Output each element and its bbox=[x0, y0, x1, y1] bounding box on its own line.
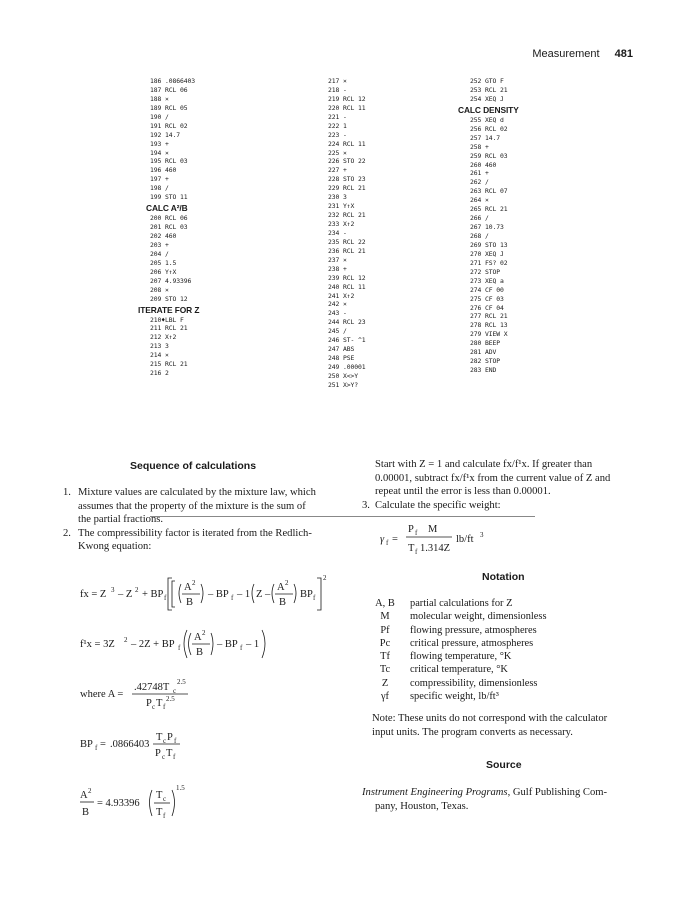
equation-gamma bbox=[380, 518, 540, 560]
program-step: 264 × bbox=[470, 196, 489, 205]
svg-text:P: P bbox=[167, 732, 173, 743]
program-step: 205 1.5 bbox=[150, 258, 177, 267]
svg-text:T: T bbox=[156, 732, 163, 743]
notation-heading: Notation bbox=[482, 571, 525, 583]
program-step: 248 PSE bbox=[328, 354, 355, 363]
program-step: 243 - bbox=[328, 309, 347, 318]
program-step: 186 .0866403 bbox=[150, 77, 195, 85]
text-line: input units. The program converts as necessary. bbox=[372, 726, 573, 738]
item-1-text bbox=[78, 486, 316, 527]
fprime-lhs: f¹x = 3Z bbox=[80, 639, 115, 650]
svg-text:f: f bbox=[95, 744, 98, 752]
program-step: 197 + bbox=[150, 175, 169, 184]
program-step: 282 STOP bbox=[470, 357, 500, 366]
listing-subheading: ITERATE FOR Z bbox=[138, 304, 200, 315]
program-step: 226 STO 22 bbox=[328, 157, 366, 166]
program-step: 260 460 bbox=[470, 160, 497, 169]
a2b-constant: = 4.93396 bbox=[97, 798, 140, 809]
program-step: 232 RCL 21 bbox=[328, 211, 366, 220]
program-step: 261 + bbox=[470, 169, 489, 178]
program-step: 274 CF 00 bbox=[470, 285, 504, 294]
svg-text:– 2Z + BP: – 2Z + BP bbox=[131, 639, 175, 650]
program-step: 238 + bbox=[328, 264, 347, 273]
source-publisher: , Gulf Publishing Com- bbox=[507, 787, 608, 798]
svg-text:Z –: Z – bbox=[256, 589, 271, 600]
gamma-units: lb/ft bbox=[456, 534, 474, 545]
notation-description: partial calculations for Z bbox=[410, 598, 513, 609]
program-step: 255 XEQ d bbox=[470, 115, 504, 124]
program-step: 219 RCL 12 bbox=[328, 94, 366, 103]
program-step: 249 .00001 bbox=[328, 363, 366, 371]
program-step: 223 - bbox=[328, 130, 347, 139]
source-paragraph bbox=[362, 786, 672, 813]
svg-text:2: 2 bbox=[202, 629, 206, 637]
program-step: 239 RCL 12 bbox=[328, 273, 366, 282]
program-step: 276 CF 04 bbox=[470, 303, 504, 312]
equation-a bbox=[80, 678, 188, 711]
equations bbox=[80, 570, 350, 790]
program-step: 256 RCL 02 bbox=[470, 124, 508, 133]
notation-description: critical temperature, °K bbox=[410, 664, 508, 676]
program-step: 252 GTO F bbox=[470, 77, 504, 85]
notation-row bbox=[360, 625, 547, 638]
svg-text:A: A bbox=[277, 582, 285, 593]
source-line-2: pany, Houston, Texas. bbox=[375, 800, 469, 812]
svg-text:f: f bbox=[173, 753, 176, 761]
svg-text:B: B bbox=[196, 647, 204, 658]
svg-text:B: B bbox=[279, 597, 287, 608]
source-title: Instrument Engineering Programs bbox=[362, 787, 508, 798]
svg-text:f: f bbox=[415, 548, 418, 556]
svg-text:A: A bbox=[184, 582, 192, 593]
equation-a2b bbox=[80, 784, 280, 824]
program-step: 247 ABS bbox=[328, 345, 355, 354]
program-step: 242 × bbox=[328, 300, 347, 309]
program-step: 209 STO 12 bbox=[150, 294, 188, 303]
equation-bpf bbox=[80, 732, 180, 761]
svg-text:P: P bbox=[155, 748, 161, 759]
program-step: 196 460 bbox=[150, 166, 177, 175]
svg-text:f: f bbox=[164, 594, 167, 602]
program-step: 266 / bbox=[470, 214, 489, 223]
svg-text:3: 3 bbox=[111, 586, 115, 594]
bpf-constant: .0866403 bbox=[110, 739, 150, 750]
program-step: 215 RCL 21 bbox=[150, 360, 188, 369]
program-step: 225 × bbox=[328, 148, 347, 157]
listing-subheading: CALC DENSITY bbox=[458, 104, 519, 115]
svg-text:B: B bbox=[186, 597, 194, 608]
svg-text:T: T bbox=[156, 807, 163, 818]
svg-text:2: 2 bbox=[323, 574, 327, 582]
item-2-text bbox=[78, 527, 312, 554]
svg-text:f: f bbox=[163, 812, 166, 820]
svg-text:– BP: – BP bbox=[208, 589, 229, 600]
fx-lhs: fx = Z bbox=[80, 589, 107, 600]
svg-text:f: f bbox=[415, 529, 418, 537]
gamma-numerator-m: M bbox=[428, 524, 438, 535]
svg-text:A: A bbox=[80, 790, 88, 801]
svg-text:B: B bbox=[82, 807, 90, 818]
program-step: 206 Y↑X bbox=[150, 267, 177, 276]
program-step: 212 X↑2 bbox=[150, 333, 177, 342]
program-step: 222 1 bbox=[328, 121, 347, 130]
program-step: 211 RCL 21 bbox=[150, 324, 188, 333]
program-step: 208 × bbox=[150, 285, 169, 294]
sequence-item-2 bbox=[63, 527, 353, 554]
program-step: 235 RCL 22 bbox=[328, 237, 366, 246]
notation-symbol: M bbox=[380, 611, 390, 623]
svg-text:2: 2 bbox=[88, 787, 92, 795]
page-number: 481 bbox=[614, 48, 633, 60]
running-header bbox=[532, 48, 633, 60]
svg-text:– BP: – BP bbox=[217, 639, 238, 650]
svg-text:2: 2 bbox=[192, 579, 196, 587]
text-line: repeat until the error is less than 0.00001. bbox=[375, 486, 551, 498]
gamma-denominator-z: 1.314Z bbox=[420, 543, 451, 554]
svg-text:1.5: 1.5 bbox=[176, 784, 185, 792]
notation-row bbox=[360, 651, 547, 664]
program-step: 281 ADV bbox=[470, 348, 497, 357]
svg-text:– 1: – 1 bbox=[246, 639, 260, 650]
svg-text:2.5: 2.5 bbox=[177, 678, 186, 686]
program-step: 233 X↑2 bbox=[328, 220, 355, 228]
program-step: 227 + bbox=[328, 166, 347, 175]
text-line: The compressibility factor is iterated from the Redlich- bbox=[78, 527, 312, 539]
program-step: 246 ST- ^1 bbox=[328, 336, 366, 345]
equation-fx bbox=[80, 574, 327, 610]
svg-text:c: c bbox=[163, 795, 167, 803]
svg-text:– Z: – Z bbox=[118, 589, 133, 600]
svg-text:2: 2 bbox=[285, 579, 289, 587]
bpf-lhs: BP bbox=[80, 739, 93, 750]
svg-text:f: f bbox=[174, 737, 177, 745]
svg-text:f: f bbox=[386, 539, 389, 547]
svg-text:=: = bbox=[392, 534, 398, 545]
source-line-1 bbox=[362, 786, 672, 800]
svg-text:A: A bbox=[194, 632, 202, 643]
text-line: the partial fractions. bbox=[78, 514, 164, 526]
program-step: 201 RCL 03 bbox=[150, 223, 188, 232]
program-step: 192 14.7 bbox=[150, 130, 180, 139]
program-step: 265 RCL 21 bbox=[470, 205, 508, 214]
notation-row bbox=[360, 664, 547, 677]
notation-description: critical pressure, atmospheres bbox=[410, 637, 534, 649]
notation-row bbox=[360, 611, 547, 624]
program-step: 280 BEEP bbox=[470, 339, 500, 348]
program-step: 254 XEQ J bbox=[470, 94, 504, 103]
program-step: 271 FS? 02 bbox=[470, 258, 508, 267]
notation-description: specific weight, lb/ft³ bbox=[410, 691, 499, 703]
iteration-paragraph bbox=[375, 458, 675, 499]
text-line: assumes that the property of the mixture is the sum of bbox=[78, 500, 306, 512]
gamma-numerator: P bbox=[408, 524, 414, 535]
program-step: 202 460 bbox=[150, 232, 177, 240]
header-title: Measurement bbox=[532, 48, 600, 60]
item-number: 1. bbox=[63, 487, 71, 498]
program-step: 231 Y↑X bbox=[328, 202, 355, 211]
sequence-item-3 bbox=[362, 499, 662, 513]
program-step: 263 RCL 07 bbox=[470, 187, 508, 196]
listing-column-2 bbox=[328, 77, 365, 390]
program-step: 203 + bbox=[150, 240, 169, 249]
sequence-heading: Sequence of calculations bbox=[130, 460, 257, 472]
text-line: Note: These units do not correspond with the calculator bbox=[372, 713, 608, 724]
notation-row bbox=[360, 691, 547, 704]
listing-column-1 bbox=[138, 77, 200, 378]
program-step: 214 × bbox=[150, 351, 169, 360]
sequence-list bbox=[63, 486, 353, 554]
program-step: 278 RCL 13 bbox=[470, 321, 508, 330]
svg-text:f: f bbox=[231, 594, 234, 602]
svg-text:γ: γ bbox=[380, 534, 385, 545]
notation-description: flowing temperature, °K bbox=[410, 651, 512, 663]
program-step: 267 10.73 bbox=[470, 223, 504, 232]
program-step: 218 - bbox=[328, 85, 347, 94]
notation-row bbox=[360, 638, 547, 651]
program-step: 220 RCL 11 bbox=[328, 103, 366, 112]
svg-text:2: 2 bbox=[135, 586, 139, 594]
svg-text:2: 2 bbox=[124, 636, 128, 644]
program-step: 259 RCL 03 bbox=[470, 151, 508, 160]
program-step: 244 RCL 23 bbox=[328, 318, 366, 327]
svg-text:c: c bbox=[163, 737, 167, 745]
text-line: Mixture values are calculated by the mixture law, which bbox=[78, 487, 316, 498]
item-number: 3. bbox=[362, 500, 370, 511]
svg-text:T: T bbox=[166, 748, 173, 759]
program-step: 187 RCL 06 bbox=[150, 85, 188, 94]
program-step: 258 + bbox=[470, 142, 489, 151]
svg-text:+ BP: + BP bbox=[142, 589, 164, 600]
program-step: 190 / bbox=[150, 112, 169, 121]
svg-text:2.5: 2.5 bbox=[166, 695, 175, 703]
program-step: 241 X↑2 bbox=[328, 291, 355, 300]
program-step: 191 RCL 02 bbox=[150, 121, 188, 130]
svg-text:f: f bbox=[240, 644, 243, 652]
program-step: 221 - bbox=[328, 112, 347, 121]
notation-description: molecular weight, dimensionless bbox=[410, 611, 547, 623]
program-step: 193 + bbox=[150, 139, 169, 148]
a-denominator: P bbox=[146, 698, 152, 709]
program-step: 283 END bbox=[470, 366, 497, 375]
svg-text:BP: BP bbox=[300, 589, 313, 600]
svg-text:c: c bbox=[162, 753, 166, 761]
program-step: 275 CF 03 bbox=[470, 294, 504, 303]
svg-text:f: f bbox=[313, 594, 316, 602]
notation-description: compressibility, dimensionless bbox=[410, 677, 538, 689]
program-step: 251 X>Y? bbox=[328, 380, 358, 389]
program-step: 210♦LBL F bbox=[150, 315, 184, 324]
source-heading: Source bbox=[486, 759, 522, 771]
text-line: 0.00001, subtract fx/f¹x from the current value of Z and bbox=[375, 472, 611, 484]
svg-text:T: T bbox=[156, 698, 163, 709]
program-step: 269 STO 13 bbox=[470, 240, 508, 249]
listing-column-3 bbox=[458, 77, 519, 375]
notation-row bbox=[360, 598, 547, 611]
notation-symbol: A, B bbox=[375, 598, 395, 609]
svg-text:3: 3 bbox=[480, 531, 484, 539]
program-step: 194 × bbox=[150, 148, 169, 157]
notation-symbol: Pc bbox=[379, 637, 391, 649]
program-listing bbox=[138, 77, 535, 447]
text-line: Kwong equation: bbox=[78, 541, 152, 553]
svg-text:c: c bbox=[173, 687, 177, 695]
item-number: 2. bbox=[63, 527, 71, 539]
notation-list bbox=[360, 598, 547, 704]
program-step: 250 X<>Y bbox=[328, 371, 358, 380]
svg-text:f: f bbox=[178, 644, 181, 652]
gamma-denominator: T bbox=[408, 543, 415, 554]
notation-symbol: γf bbox=[380, 691, 390, 703]
equation-fprime bbox=[80, 629, 265, 658]
program-step: 277 RCL 21 bbox=[470, 312, 508, 321]
notation-symbol: Pf bbox=[380, 624, 390, 636]
where-lhs: where A = bbox=[80, 689, 124, 700]
program-step: 262 / bbox=[470, 178, 489, 187]
program-step: 213 3 bbox=[150, 342, 169, 351]
program-step: 268 / bbox=[470, 232, 489, 240]
program-step: 273 XEQ a bbox=[470, 276, 504, 285]
program-step: 236 RCL 21 bbox=[328, 246, 366, 255]
svg-text:T: T bbox=[156, 790, 163, 801]
program-step: 217 × bbox=[328, 77, 347, 85]
item-3-text: Calculate the specific weight: bbox=[375, 500, 501, 511]
svg-text:=: = bbox=[100, 739, 106, 750]
program-step: 200 RCL 06 bbox=[150, 214, 188, 223]
program-step: 224 RCL 11 bbox=[328, 139, 366, 148]
notation-symbol: Tc bbox=[379, 664, 391, 676]
program-step: 245 / bbox=[328, 327, 347, 336]
svg-text:– 1: – 1 bbox=[237, 589, 251, 600]
svg-text:f: f bbox=[163, 703, 166, 711]
program-step: 207 4.93396 bbox=[150, 276, 192, 285]
program-step: 253 RCL 21 bbox=[470, 85, 508, 94]
program-step: 199 STO 11 bbox=[150, 193, 188, 202]
sequence-item-1 bbox=[63, 486, 353, 527]
program-step: 234 - bbox=[328, 228, 347, 237]
program-step: 228 STO 23 bbox=[328, 175, 366, 184]
program-step: 229 RCL 21 bbox=[328, 184, 366, 193]
program-step: 188 × bbox=[150, 94, 169, 103]
program-step: 240 RCL 11 bbox=[328, 282, 366, 291]
program-step: 257 14.7 bbox=[470, 133, 500, 142]
program-step: 279 VIEW X bbox=[470, 330, 508, 339]
text-line: Start with Z = 1 and calculate fx/f¹x. If greater than bbox=[375, 459, 593, 470]
program-step: 189 RCL 05 bbox=[150, 103, 188, 112]
program-step: 230 3 bbox=[328, 193, 347, 202]
program-step: 195 RCL 03 bbox=[150, 157, 188, 166]
program-step: 204 / bbox=[150, 249, 169, 258]
program-step: 216 2 bbox=[150, 369, 169, 378]
notation-row bbox=[360, 678, 547, 691]
program-step: 272 STOP bbox=[470, 267, 500, 276]
listing-subheading: CALC A²/B bbox=[146, 203, 188, 214]
notation-description: flowing pressure, atmospheres bbox=[410, 624, 537, 636]
program-step: 198 / bbox=[150, 184, 169, 193]
notation-symbol: Tf bbox=[380, 651, 390, 663]
note-paragraph bbox=[372, 712, 672, 739]
program-step: 237 × bbox=[328, 255, 347, 264]
svg-text:c: c bbox=[152, 703, 156, 711]
program-step: 270 XEQ J bbox=[470, 249, 504, 258]
notation-symbol: Z bbox=[381, 677, 389, 689]
a-numerator: .42748T bbox=[134, 682, 170, 693]
